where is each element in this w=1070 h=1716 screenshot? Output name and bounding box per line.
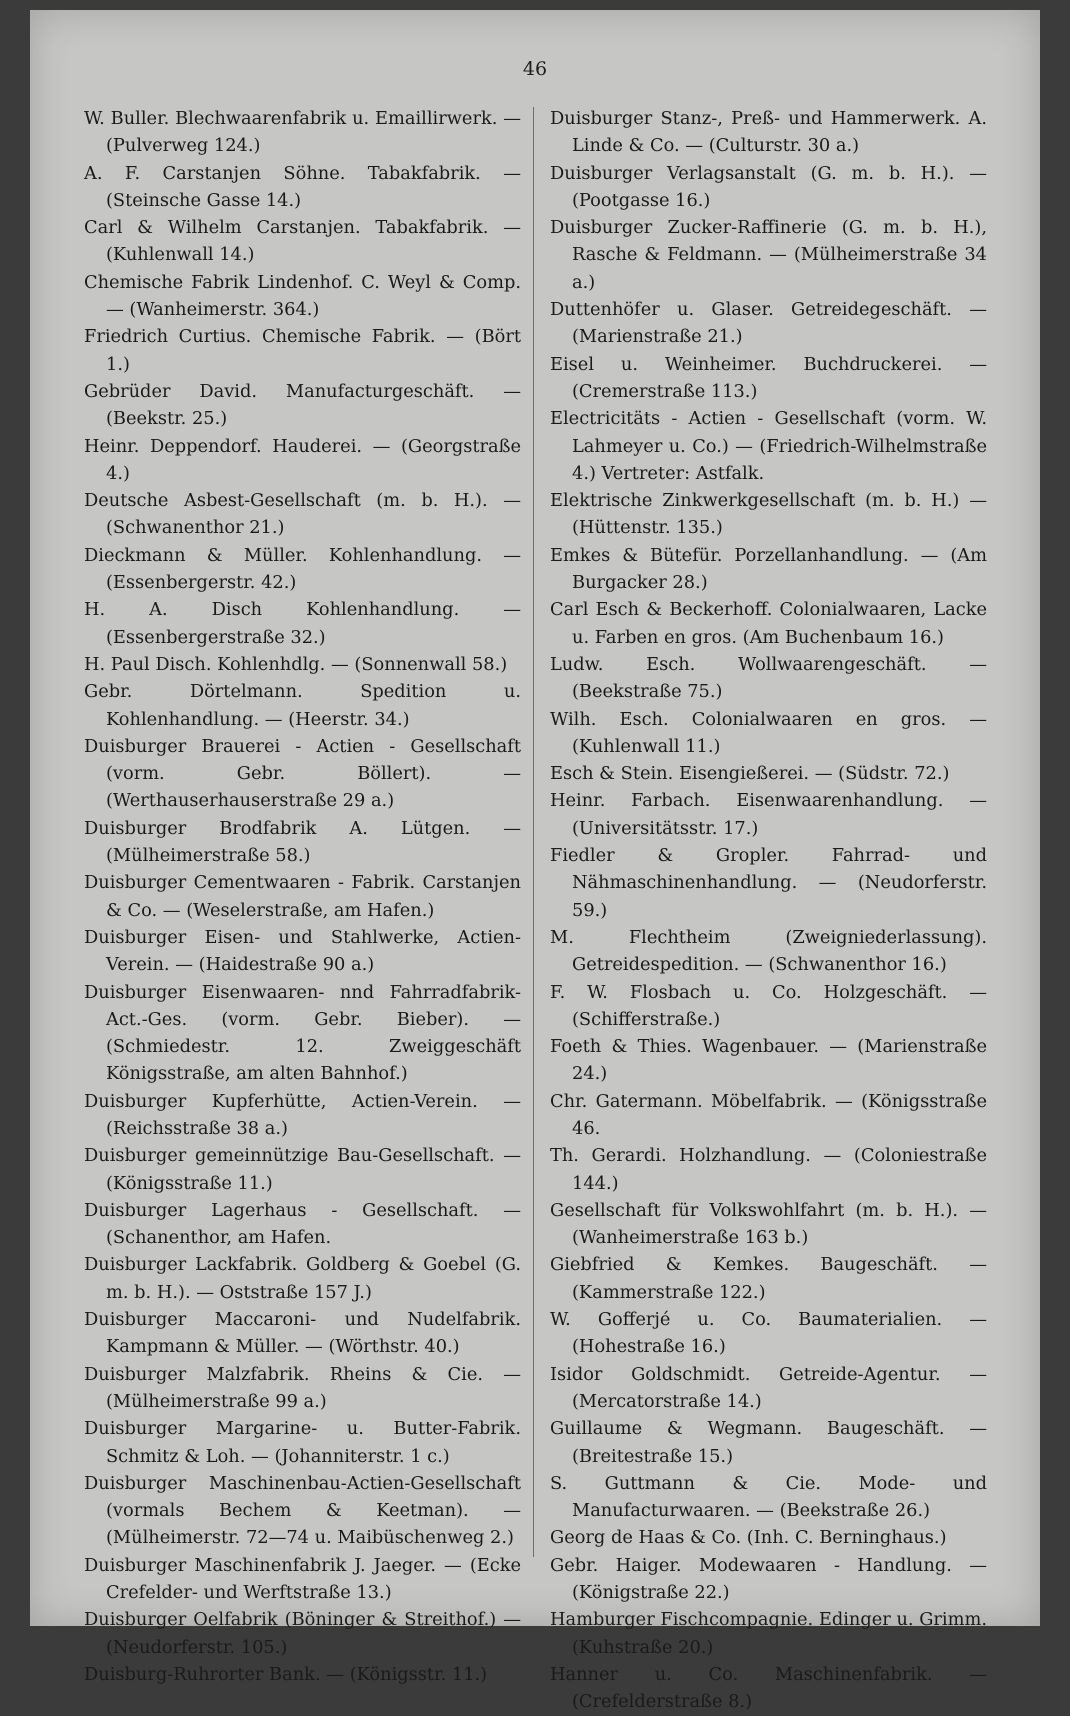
left-column <box>84 105 521 1688</box>
directory-entry: Dieckmann & Müller. Kohlenhandlung. — (Essenbergerstr. 42.) <box>84 544 521 594</box>
directory-entry: A. F. Carstanjen Söhne. Tabakfabrik. — (Steinsche Gasse 14.) <box>84 162 521 211</box>
directory-entry: Duisburger Oelfabrik (Böninger & Streithof.) — (Neudorferstr. 105.) <box>84 1609 521 1658</box>
directory-entry: H. Paul Disch. Kohlenhdlg. — (Sonnenwall 58.) <box>84 653 508 675</box>
directory-entry: Emkes & Bütefür. Porzellanhandlung. — (Am Burgacker 28.) <box>550 544 987 594</box>
directory-entry: Electricitäts - Actien - Gesellschaft (vorm. W. Lahmeyer u. Co.) — (Friedrich-Wilhelmstraße 4.) Vertreter: Astfalk. <box>550 408 987 484</box>
directory-entry: Duisburger Cementwaaren - Fabrik. Carstanjen & Co. — (Weselerstraße, am Hafen.) <box>84 872 521 921</box>
directory-entry: Duisburger Zucker-Raffinerie (G. m. b. H.), Rasche & Feldmann. — (Mülheimerstraße 34 a.) <box>550 217 987 293</box>
directory-entry: Georg de Haas & Co. (Inh. C. Berninghaus.) <box>550 1527 947 1549</box>
directory-entry: Friedrich Curtius. Chemische Fabrik. — (Bört 1.) <box>84 326 521 375</box>
directory-entry: Deutsche Asbest-Gesellschaft (m. b. H.). — (Schwanenthor 21.) <box>84 490 521 539</box>
directory-page <box>30 10 1040 1713</box>
page-number: 46 <box>522 58 548 80</box>
directory-entry: W. Buller. Blechwaarenfabrik u. Emaillirwerk. — (Pulverweg 124.) <box>84 108 521 157</box>
directory-entry: Hanner u. Co. Maschinenfabrik. — (Crefelderstraße 8.) <box>550 1663 987 1713</box>
directory-entry: Esch & Stein. Eisengießerei. — (Südstr. 72.) <box>550 763 950 785</box>
directory-entry: Gebrüder David. Manufacturgeschäft. — (Beekstr. 25.) <box>84 380 521 430</box>
directory-entry: Heinr. Farbach. Eisenwaarenhandlung. — (Universitätsstr. 17.) <box>550 790 987 839</box>
directory-entry: Wilh. Esch. Colonialwaaren en gros. — (Kuhlenwall 11.) <box>550 708 987 757</box>
directory-entry: Gesellschaft für Volkswohlfahrt (m. b. H.). — (Wanheimerstraße 163 b.) <box>550 1199 987 1249</box>
directory-entry: Duisburger Maccaroni- und Nudelfabrik. Kampmann & Müller. — (Wörthstr. 40.) <box>84 1309 521 1358</box>
directory-entry: Duisburger Maschinenbau-Actien-Gesellschaft (vormals Bechem & Keetman). — (Mülheimerstr. 72—74 u. Maibüschenweg 2.) <box>84 1472 521 1549</box>
right-column <box>550 105 987 1716</box>
directory-entry: Giebfried & Kemkes. Baugeschäft. — (Kammerstraße 122.) <box>550 1254 987 1303</box>
directory-entry: Duisburger Stanz-, Preß- und Hammerwerk. A. Linde & Co. — (Culturstr. 30 a.) <box>550 108 987 157</box>
directory-entry: Eisel u. Weinheimer. Buchdruckerei. — (Cremerstraße 113.) <box>550 353 987 402</box>
directory-entry: Duisburger Kupferhütte, Actien-Verein. — (Reichsstraße 38 a.) <box>84 1090 521 1139</box>
directory-entry: Guillaume & Wegmann. Baugeschäft. — (Breitestraße 15.) <box>550 1418 987 1467</box>
directory-entry: F. W. Flosbach u. Co. Holzgeschäft. — (Schifferstraße.) <box>550 981 987 1030</box>
directory-entry: Duisburger Eisenwaaren- nnd Fahrradfabrik-Act.-Ges. (vorm. Gebr. Bieber). — (Schmiedestr. 12. Zweiggeschäft Königsstraße, am alten Bahnhof.) <box>84 981 521 1085</box>
directory-entry: M. Flechtheim (Zweigniederlassung). Getreidespedition. — (Schwanenthor 16.) <box>550 926 987 976</box>
directory-entry: Duisburger Brauerei - Actien - Gesellschaft (vorm. Gebr. Böllert). — (Werthauserhauserstraße 29 a.) <box>84 735 521 812</box>
directory-entry: Duisburg-Ruhrorter Bank. — (Königsstr. 11.) <box>84 1663 488 1685</box>
directory-entry: Duisburger Eisen- und Stahlwerke, Actien-Verein. — (Haidestraße 90 a.) <box>84 926 521 976</box>
directory-entry: Duisburger Lackfabrik. Goldberg & Goebel (G. m. b. H.). — Oststraße 157 J.) <box>84 1254 521 1303</box>
directory-entry: Duisburger Brodfabrik A. Lütgen. — (Mülheimerstraße 58.) <box>84 817 521 867</box>
directory-entry: Duisburger Verlagsanstalt (G. m. b. H.). — (Pootgasse 16.) <box>550 162 987 211</box>
directory-entry: Gebr. Haiger. Modewaaren - Handlung. — (Königstraße 22.) <box>550 1554 987 1604</box>
directory-entry: Isidor Goldschmidt. Getreide-Agentur. — (Mercatorstraße 14.) <box>550 1363 987 1412</box>
directory-entry: Ludw. Esch. Wollwaarengeschäft. — (Beekstraße 75.) <box>550 653 987 703</box>
directory-entry: Gebr. Dörtelmann. Spedition u. Kohlenhandlung. — (Heerstr. 34.) <box>84 681 521 730</box>
directory-entry: Chr. Gatermann. Möbelfabrik. — (Königsstraße 46. <box>550 1090 987 1139</box>
directory-entry: Duisburger Lagerhaus - Gesellschaft. — (Schanenthor, am Hafen. <box>84 1199 521 1249</box>
directory-entry: Th. Gerardi. Holzhandlung. — (Coloniestraße 144.) <box>550 1145 987 1194</box>
directory-entry: Duisburger Maschinenfabrik J. Jaeger. — (Ecke Crefelder- und Werftstraße 13.) <box>84 1554 521 1604</box>
directory-entry: Hamburger Fischcompagnie. Edinger u. Grimm. (Kuhstraße 20.) <box>550 1609 987 1658</box>
directory-entry: Carl & Wilhelm Carstanjen. Tabakfabrik. — (Kuhlenwall 14.) <box>84 217 521 266</box>
directory-entry: Duttenhöfer u. Glaser. Getreidegeschäft. — (Marienstraße 21.) <box>550 299 987 348</box>
directory-entry: Carl Esch & Beckerhoff. Colonialwaaren, Lacke u. Farben en gros. (Am Buchenbaum 16.) <box>550 599 987 648</box>
directory-entry: Duisburger Margarine- u. Butter-Fabrik. Schmitz & Loh. — (Johanniterstr. 1 c.) <box>84 1418 521 1467</box>
directory-entry: S. Guttmann & Cie. Mode- und Manufacturwaaren. — (Beekstraße 26.) <box>550 1472 987 1522</box>
directory-entry: Foeth & Thies. Wagenbauer. — (Marienstraße 24.) <box>550 1036 987 1085</box>
directory-entry: W. Gofferjé u. Co. Baumaterialien. — (Hohestraße 16.) <box>550 1309 987 1358</box>
directory-entry: H. A. Disch Kohlenhandlung. — (Essenbergerstraße 32.) <box>84 599 521 648</box>
directory-entry: Duisburger Malzfabrik. Rheins & Cie. — (Mülheimerstraße 99 a.) <box>84 1363 521 1412</box>
column-divider <box>533 107 534 1557</box>
directory-entry: Chemische Fabrik Lindenhof. C. Weyl & Comp. — (Wanheimerstr. 364.) <box>84 271 521 321</box>
directory-entry: Heinr. Deppendorf. Hauderei. — (Georgstraße 4.) <box>84 435 521 484</box>
directory-entry: Duisburger gemeinnützige Bau-Gesellschaft. — (Königsstraße 11.) <box>84 1145 521 1194</box>
directory-entry: Elektrische Zinkwerkgesellschaft (m. b. H.) — (Hüttenstr. 135.) <box>550 490 987 539</box>
directory-entry: Fiedler & Gropler. Fahrrad- und Nähmaschinenhandlung. — (Neudorferstr. 59.) <box>550 845 987 921</box>
